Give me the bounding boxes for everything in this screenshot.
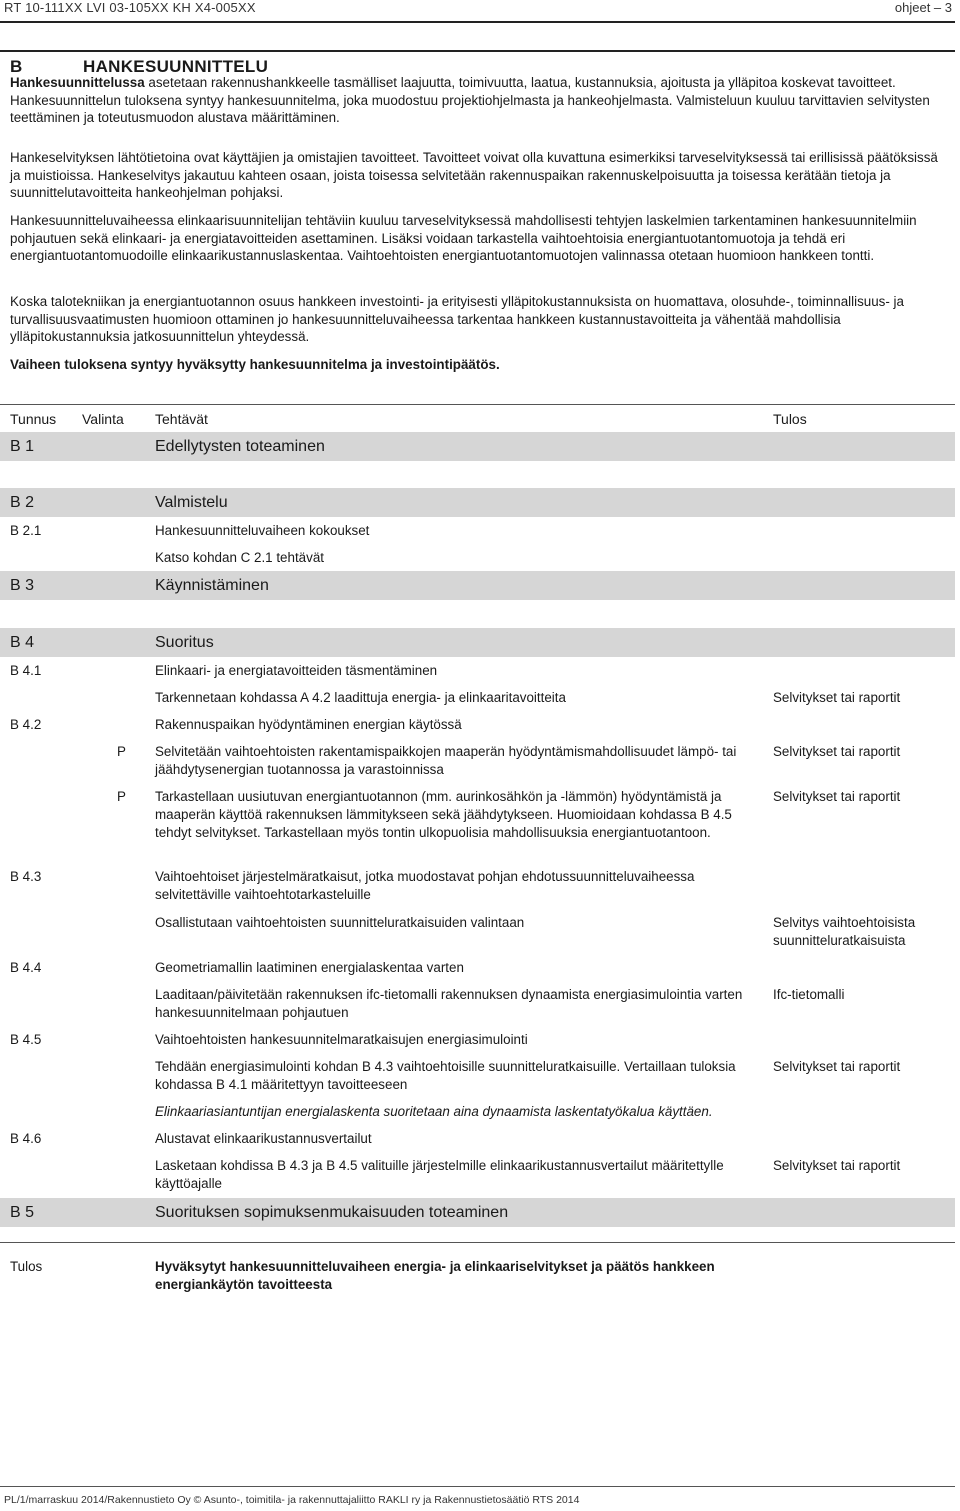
result-text: Hyväksytyt hankesuunnitteluvaiheen energia- ja elinkaariselvitykset ja päätös hankkeen energiankäytön tavoitteesta — [155, 1259, 715, 1292]
row-task: Elinkaari- ja energiatavoitteiden täsmentäminen — [155, 663, 438, 678]
row-selection: P — [117, 744, 126, 759]
intro-paragraph-3: Hankesuunnitteluvaiheessa elinkaarisuunnitelijan tehtäviin kuuluu tarveselvityksessä mahdollisesti tehtyjen laskelmien tarkentaminen hankesuunnitelmiin pohjautuen sekä elinkaari- ja energiatavoitteiden asettaminen. Lisäksi voidaan tarkastella vaihtoehtoisia energiantuotantomuotoja ja tehdä eri energiantuotantomuodoille elinkaarikustannuslaskentaa. Vaihtoehtoisten energiantuotantomuotojen valinnassa otetaan huomioon hankkeen tontti. — [10, 213, 917, 263]
row-task-detail: Selvitetään vaihtoehtoisten rakentamispaikkojen maaperän hyödyntämismahdollisuudet lämpö- tai jäähdytysenergian tuotannossa ja varastoinnissa — [155, 744, 737, 777]
section-letter: B — [10, 57, 23, 76]
row-task: Valmistelu — [155, 494, 228, 511]
row-task-detail: Tarkastellaan uusiutuvan energiantuotannon (mm. aurinkosähkön ja -lämmön) hyödyntämistä ja maaperän käyttöä rakennuksen lämmitykseen sekä jäähdytykseen. Huomioidaan kohdassa B 4.5 tehdyt selvitykset. Tarkastellaan myös tontin ulkopuolisia mahdollisuuksia energiantuotantoon. — [155, 789, 732, 840]
row-code: B 5 — [10, 1204, 35, 1221]
section-title: HANKESUUNNITTELU — [83, 57, 269, 76]
row-task: Alustavat elinkaarikustannusvertailut — [155, 1131, 372, 1146]
row-task: Suoritus — [155, 634, 214, 651]
row-code: B 4.3 — [10, 869, 42, 884]
table-top-rule — [0, 404, 955, 405]
intro-paragraph-1-text: asetetaan rakennushankkeelle tasmälliset laajuutta, toimivuutta, laatua, kustannuksia, ajoitusta ja ylläpitoa koskevat tavoitteet. Hankesuunnittelun tuloksena syntyy hankesuunnitelma, joka muodostuu projektiohjelmasta ja hankeohjelmasta. Valmisteluun kuuluu tarvittavien selvitysten teettäminen ja toteutusmuodon alustava määrittäminen. — [10, 75, 930, 125]
row-result: Selvitykset tai raportit — [773, 744, 901, 759]
document-codes: RT 10-111XX LVI 03-105XX KH X4-005XX — [4, 0, 256, 15]
row-task-detail: Tehdään energiasimulointi kohdan B 4.3 vaihtoehtoisille suunnitteluratkaisuille. Vertaillaan tuloksia kohdassa B 4.1 määritettyyn tavoitteeseen — [155, 1059, 736, 1092]
row-task: Hankesuunnitteluvaiheen kokoukset — [155, 523, 370, 538]
column-header-tehtavat: Tehtävät — [155, 411, 208, 427]
column-header-valinta: Valinta — [82, 411, 124, 427]
page-number: ohjeet – 3 — [894, 0, 952, 15]
row-code: B 4.2 — [10, 717, 42, 732]
intro-paragraph-2: Hankeselvityksen lähtötietoina ovat käyttäjien ja omistajien tavoitteet. Tavoitteet voivat olla kuvattuna esimerkiksi tarveselvityksessä tai erillisissä päätöksissä ja muistioissa. Hankeselvitys jakautuu kahteen osaan, joista toisessa selvitetään rakennuspaikan rakennuskelpoisuutta ja toisessa kerätään tietoja ja suunnittelutavoitteita hankeohjelman pohjaksi. — [10, 150, 938, 200]
intro-paragraph-4: Koska talotekniikan ja energiantuotannon osuus hankkeen investointi- ja erityisesti ylläpitokustannuksista on huomattava, olosuhde-, toiminnallisuus- ja turvallisuusvaatimusten huomioon ottaminen jo hankesuunnitteluvaiheessa tarkentaa hankkeen kustannustavoitteita ja vähentää mahdollisia ylläpitokustannuksia jatkosuunnittelun yhteydessä. — [10, 294, 904, 344]
row-task: Suorituksen sopimuksenmukaisuuden toteaminen — [155, 1204, 509, 1221]
row-result: Ifc-tietomalli — [773, 987, 845, 1002]
footer-rule — [0, 1486, 955, 1487]
row-task: Geometriamallin laatiminen energialaskentaa varten — [155, 960, 464, 975]
row-code: B 2.1 — [10, 523, 42, 538]
row-result: Selvitykset tai raportit — [773, 690, 901, 705]
row-task: Käynnistäminen — [155, 577, 269, 594]
row-task-detail: Katso kohdan C 2.1 tehtävät — [155, 550, 324, 565]
row-task: Rakennuspaikan hyödyntäminen energian käytössä — [155, 717, 462, 732]
row-code: B 4.5 — [10, 1032, 42, 1047]
row-task-detail: Osallistutaan vaihtoehtoisten suunnitteluratkaisuiden valintaan — [155, 915, 525, 930]
row-code: B 4.4 — [10, 960, 42, 975]
intro-paragraph-5: Vaiheen tuloksena syntyy hyväksytty hankesuunnitelma ja investointipäätös. — [10, 357, 500, 372]
result-label: Tulos — [10, 1259, 43, 1274]
column-header-tunnus: Tunnus — [10, 411, 57, 427]
page-header — [0, 0, 960, 18]
row-task-detail: Laaditaan/päivitetään rakennuksen ifc-tietomalli rakennuksen dynaamista energiasimulointia varten hankesuunnitelmaan pohjautuen — [155, 987, 743, 1020]
row-code: B 2 — [10, 494, 35, 511]
row-result: Selvitykset tai raportit — [773, 1059, 901, 1074]
intro-paragraph-1 — [10, 74, 950, 127]
intro-term: Hankesuunnittelussa — [10, 75, 145, 90]
row-task: Vaihtoehtoisten hankesuunnitelmaratkaisujen energiasimulointi — [155, 1032, 528, 1047]
row-task: Edellytysten toteaminen — [155, 438, 325, 455]
row-result: Selvitykset tai raportit — [773, 1158, 901, 1173]
result-rule — [0, 1242, 955, 1243]
row-result: Selvitys vaihtoehtoisista suunnitteluratkaisuista — [773, 915, 916, 948]
row-code: B 4 — [10, 634, 35, 651]
row-code: B 1 — [10, 438, 35, 455]
row-task-detail: Lasketaan kohdissa B 4.3 ja B 4.5 valituille järjestelmille elinkaarikustannusvertailut määritettylle käyttöajalle — [155, 1158, 724, 1191]
row-result: Selvitykset tai raportit — [773, 789, 901, 804]
column-header-tulos: Tulos — [773, 411, 807, 427]
row-code: B 4.1 — [10, 663, 42, 678]
row-task: Vaihtoehtoiset järjestelmäratkaisut, jotka muodostavat pohjan ehdotussuunnitteluvaiheessa selvitettäville vaihtoehtotarkasteluille — [155, 869, 695, 902]
row-code: B 3 — [10, 577, 35, 594]
row-note: Elinkaariasiantuntijan energialaskenta suoritetaan aina dynaamista laskentatyökalua käyttäen. — [155, 1104, 713, 1119]
section-rule — [0, 50, 955, 52]
row-selection: P — [117, 789, 126, 804]
row-code: B 4.6 — [10, 1131, 42, 1146]
header-rule — [0, 21, 955, 23]
row-task-detail: Tarkennetaan kohdassa A 4.2 laadittuja energia- ja elinkaaritavoitteita — [155, 690, 566, 705]
page-footer: PL/1/marraskuu 2014/Rakennustieto Oy © Asunto-, toimitila- ja rakennuttajaliitto RAKLI ry ja Rakennustietosäätiö RTS 2014 — [4, 1494, 580, 1506]
